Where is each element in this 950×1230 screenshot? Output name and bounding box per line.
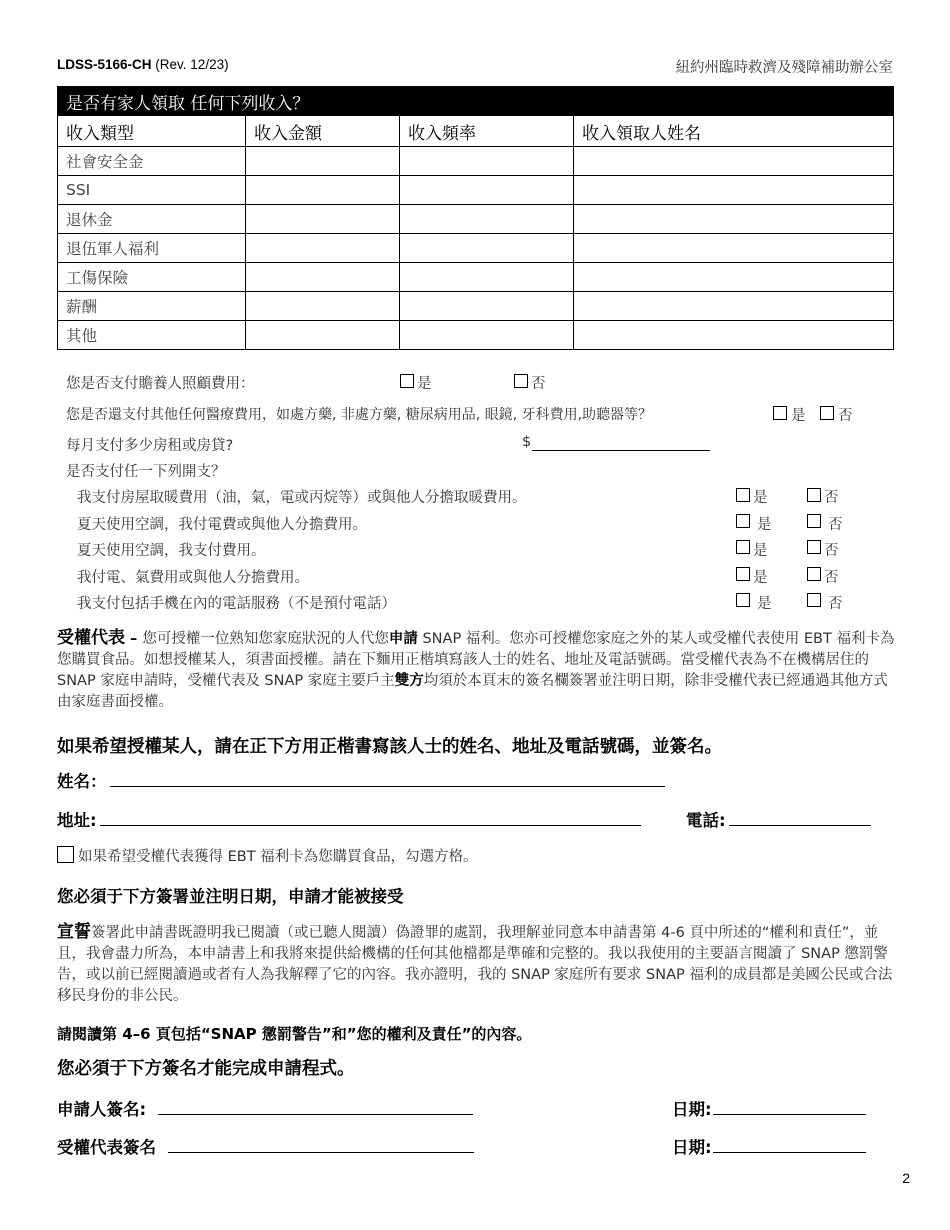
income-amount-cell[interactable] xyxy=(246,234,400,263)
page-number: 2 xyxy=(902,1170,910,1186)
income-recipient-cell[interactable] xyxy=(574,234,894,263)
ebt-card-label: 如果希望受權代表獲得 EBT 福利卡為您購買食品，勾選方格。 xyxy=(78,849,478,865)
heating-yes-label: 是 xyxy=(753,490,768,506)
ac-electric-yes-checkbox[interactable] xyxy=(736,514,750,528)
income-frequency-cell[interactable] xyxy=(400,176,574,205)
applicant-signature-field[interactable] xyxy=(158,1114,473,1115)
income-amount-cell[interactable] xyxy=(246,321,400,350)
dependent-care-yes-label: 是 xyxy=(417,376,432,392)
income-table xyxy=(57,86,894,350)
form-revision: (Rev. 12/23) xyxy=(155,57,229,72)
rep-date-label: 日期: xyxy=(672,1138,712,1157)
income-recipient-cell[interactable] xyxy=(574,176,894,205)
applicant-signature-label: 申請人簽名: xyxy=(57,1100,147,1119)
rep-phone-field[interactable] xyxy=(729,825,871,826)
income-type-cell: 工傷保險 xyxy=(58,263,246,292)
medical-no-checkbox[interactable] xyxy=(820,406,834,420)
authorized-rep-heading: 受權代表 xyxy=(57,628,125,648)
income-type-cell: SSI xyxy=(58,176,246,205)
table-row xyxy=(58,234,894,263)
medical-yes-label: 是 xyxy=(791,408,806,424)
income-frequency-cell[interactable] xyxy=(400,205,574,234)
ac-electric-no-label: 否 xyxy=(828,517,843,533)
column-header-amount: 收入金額 xyxy=(246,116,400,147)
income-frequency-cell[interactable] xyxy=(400,147,574,176)
column-header-recipient: 收入領取人姓名 xyxy=(574,116,894,147)
phone-no-label: 否 xyxy=(828,596,843,612)
ac-fee-no-label: 否 xyxy=(824,543,839,559)
income-type-cell: 退伍軍人福利 xyxy=(58,234,246,263)
applicant-date-label: 日期: xyxy=(672,1100,712,1119)
income-type-cell: 社會安全金 xyxy=(58,147,246,176)
table-row xyxy=(58,147,894,176)
income-table-title: 是否有家人領取 任何下列收入？ xyxy=(58,87,894,116)
income-frequency-cell[interactable] xyxy=(400,263,574,292)
ac-fee-yes-label: 是 xyxy=(753,543,768,559)
applicant-date-field[interactable] xyxy=(713,1114,866,1115)
rep-signature-label: 受權代表簽名 xyxy=(57,1138,156,1157)
dependent-care-no-label: 否 xyxy=(531,376,546,392)
income-recipient-cell[interactable] xyxy=(574,292,894,321)
income-amount-cell[interactable] xyxy=(246,176,400,205)
authorized-rep-paragraph xyxy=(57,628,895,713)
rep-address-field[interactable] xyxy=(100,825,641,826)
ac-electric-yes-label: 是 xyxy=(757,517,772,533)
table-row xyxy=(58,176,894,205)
utility-ac-fee: 夏天使用空調，我支付費用。 xyxy=(77,543,266,559)
declaration-heading: 宣誓 xyxy=(57,922,91,942)
authorized-rep-dash: – xyxy=(125,631,143,647)
read-pages-notice: 請閱讀第 4–6 頁包括“SNAP 懲罰警告”和”您的權利及責任”的內容。 xyxy=(57,1025,532,1043)
dependent-care-question: 您是否支付贍養人照顧費用： xyxy=(66,376,255,392)
utility-ac-electric: 夏天使用空調，我付電費或與他人分擔費用。 xyxy=(77,517,367,533)
utilities-question: 是否支付任一下列開支？ xyxy=(66,464,226,480)
utility-phone: 我支付包括手機在內的電話服務（不是預付電話） xyxy=(77,596,396,612)
dependent-care-no-checkbox[interactable] xyxy=(514,374,528,388)
income-type-cell: 退休金 xyxy=(58,205,246,234)
authorized-rep-text-1: 您可授權一位熟知您家庭狀況的人代您 xyxy=(142,631,389,647)
column-header-frequency: 收入頻率 xyxy=(400,116,574,147)
ac-fee-no-checkbox[interactable] xyxy=(807,540,821,554)
rep-name-field[interactable] xyxy=(110,786,665,787)
phone-yes-label: 是 xyxy=(757,596,772,612)
authorized-rep-both: 雙方 xyxy=(394,673,424,689)
heating-yes-checkbox[interactable] xyxy=(736,488,750,502)
income-recipient-cell[interactable] xyxy=(574,263,894,292)
form-number: LDSS-5166-CH xyxy=(57,57,152,72)
form-id xyxy=(57,57,229,72)
ac-fee-yes-checkbox[interactable] xyxy=(736,540,750,554)
rep-date-field[interactable] xyxy=(713,1152,866,1153)
table-row xyxy=(58,321,894,350)
rep-name-label: 姓名： xyxy=(57,772,107,791)
phone-no-checkbox[interactable] xyxy=(807,593,821,607)
income-type-cell: 薪酬 xyxy=(58,292,246,321)
declaration-text: 簽署此申請書既證明我已閱讀（或已聽人閱讀）偽證罪的處罰，我理解並同意本申請書第 4-6 頁中所述的“權利和責任”，並且，我會盡力所為，本申請書上和我將來提供給機構的任何其他檔都是準確和完整的。我以我使用的主要語言閱讀了 SNAP 懲罰警告，或以前已經閱讀過或者有人為我解釋了它的內容。我亦證明，我的 SNAP 家庭所有要求 SNAP 福利的成員都是美國公民或合法移民身份的非公民。 xyxy=(57,925,893,1004)
complete-application-notice: 您必須于下方簽名才能完成申請程式。 xyxy=(57,1059,355,1079)
phone-yes-checkbox[interactable] xyxy=(736,593,750,607)
electric-gas-yes-label: 是 xyxy=(753,570,768,586)
utility-electric-gas: 我付電、氣費用或與他人分擔費用。 xyxy=(77,570,309,586)
dependent-care-yes-checkbox[interactable] xyxy=(400,374,414,388)
rep-phone-label: 電話: xyxy=(686,811,726,830)
declaration-paragraph xyxy=(57,922,895,1007)
medical-expense-question: 您是否還支付其他任何醫療費用，如處方藥, 非處方藥, 糖尿病用品, 眼鏡, 牙科費用,助聽器等？ xyxy=(66,407,653,423)
authorized-rep-instruction: 如果希望授權某人，請在正下方用正楷書寫該人士的姓名、地址及電話號碼，並簽名。 xyxy=(57,737,722,757)
income-amount-cell[interactable] xyxy=(246,147,400,176)
heating-no-checkbox[interactable] xyxy=(807,488,821,502)
authorized-rep-text-3: 均須於本頁末的簽名欄簽署並注明日期，除非受權代表已經通過其他方式由家庭書面授權。 xyxy=(57,673,888,710)
income-frequency-cell[interactable] xyxy=(400,321,574,350)
table-row xyxy=(58,205,894,234)
column-header-type: 收入類型 xyxy=(58,116,246,147)
income-type-cell: 其他 xyxy=(58,321,246,350)
electric-gas-no-label: 否 xyxy=(824,570,839,586)
rep-signature-field[interactable] xyxy=(168,1152,474,1153)
medical-yes-checkbox[interactable] xyxy=(773,406,787,420)
utility-heating: 我支付房屋取暖費用（油，氣，電或丙烷等）或與他人分擔取暖費用。 xyxy=(77,490,527,506)
authorized-rep-text-2: SNAP 福利。您亦可授權您家庭之外的某人或受權代表使用 EBT 福利卡為您購買食品。如想授權某人，須書面授權。請在下麵用正楷填寫該人士的姓名、地址及電話號碼。當受權代表為不在機構居住的 SNAP 家庭申請時，受權代表及 SNAP 家庭主要戶主 xyxy=(57,631,895,689)
authorized-rep-apply: 申請 xyxy=(388,631,418,647)
heating-no-label: 否 xyxy=(824,490,839,506)
must-sign-notice: 您必須于下方簽署並注明日期，申請才能被接受 xyxy=(57,887,404,906)
table-row xyxy=(58,263,894,292)
agency-name: 紐約州臨時救濟及殘障補助辦公室 xyxy=(675,60,893,76)
rep-address-label: 地址: xyxy=(57,811,97,830)
rent-question: 每月支付多少房租或房貸? xyxy=(66,438,234,454)
medical-no-label: 否 xyxy=(838,408,853,424)
income-amount-cell[interactable] xyxy=(246,263,400,292)
income-recipient-cell[interactable] xyxy=(574,147,894,176)
electric-gas-yes-checkbox[interactable] xyxy=(736,567,750,581)
income-frequency-cell[interactable] xyxy=(400,234,574,263)
rent-amount-field[interactable] xyxy=(532,450,710,451)
income-amount-cell[interactable] xyxy=(246,205,400,234)
rent-dollar-sign: $ xyxy=(522,434,532,450)
ebt-card-checkbox[interactable] xyxy=(57,846,74,863)
income-recipient-cell[interactable] xyxy=(574,321,894,350)
income-frequency-cell[interactable] xyxy=(400,292,574,321)
income-amount-cell[interactable] xyxy=(246,292,400,321)
table-row xyxy=(58,292,894,321)
income-recipient-cell[interactable] xyxy=(574,205,894,234)
electric-gas-no-checkbox[interactable] xyxy=(807,567,821,581)
ac-electric-no-checkbox[interactable] xyxy=(807,514,821,528)
